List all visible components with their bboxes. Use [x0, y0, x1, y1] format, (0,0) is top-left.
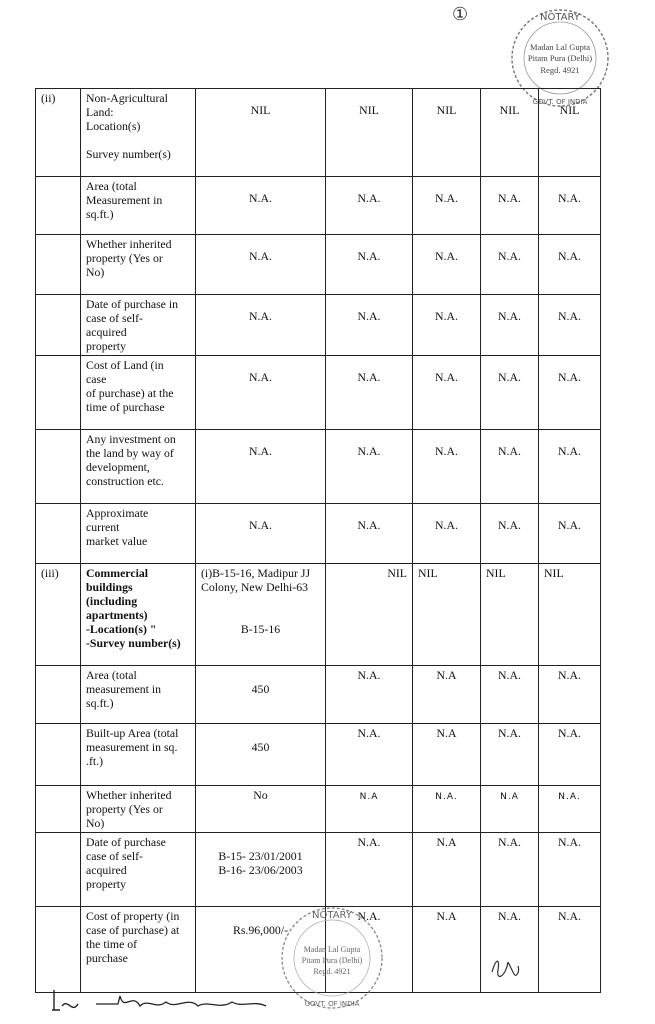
table-row: [36, 356, 601, 430]
stamp-line-3: Regd. 4921: [313, 967, 351, 976]
value-text: N.A.: [435, 518, 458, 532]
label-line: No): [86, 816, 105, 830]
value-text: N.A.: [357, 835, 381, 849]
value-text: N.A.: [558, 370, 581, 384]
label-line: Measurement in: [86, 193, 163, 207]
value-cell: [539, 177, 601, 235]
item-label-cell: [81, 295, 196, 356]
label-line: sq.ft.): [86, 207, 114, 221]
label-line: Date of purchase in: [86, 297, 179, 311]
label-line: purchase: [86, 951, 128, 965]
stamp-arc-bottom: GOVT. OF INDIA: [304, 1000, 360, 1008]
label-line: case: [86, 372, 107, 386]
item-label-cell: [81, 504, 196, 564]
value-text: NIL: [387, 566, 407, 580]
stamp-arc-bottom: GOVT. OF INDIA: [532, 98, 588, 106]
value-text: N.A.: [558, 909, 581, 923]
label-line: Any investment on: [86, 432, 176, 446]
value-text: N.A.: [357, 726, 381, 740]
value-text: N.A.: [498, 518, 521, 532]
value-cell: [196, 295, 326, 356]
value-cell: [196, 356, 326, 430]
value-text: NIL: [499, 103, 520, 117]
item-label-cell: [81, 907, 196, 993]
label-line: construction etc.: [86, 474, 164, 488]
label-line: Cost of Land (in: [86, 358, 164, 372]
value-text: N.A.: [357, 444, 381, 458]
serial-number-cell: [36, 786, 81, 833]
value-cell: [413, 724, 481, 786]
label-line: Location(s): [86, 119, 141, 133]
page-number-mark: ①: [452, 4, 469, 24]
serial-number-cell: [36, 295, 81, 356]
value-cell: [413, 504, 481, 564]
label-line: Built-up Area (total: [86, 726, 179, 740]
serial-number-cell: [36, 907, 81, 993]
value-text: N.A.: [249, 309, 272, 323]
value-text: NIL: [559, 103, 580, 117]
value-cell: [413, 430, 481, 504]
serial-number-cell: [36, 430, 81, 504]
label-line: case of self-: [86, 849, 143, 863]
label-line: current: [86, 520, 120, 534]
value-cell: [326, 356, 413, 430]
value-cell: [539, 833, 601, 907]
stamp-line-3: Regd. 4921: [540, 65, 580, 75]
value-cell: [413, 833, 481, 907]
value-text: N.A.: [558, 726, 581, 740]
value-text: NIL: [486, 566, 506, 580]
value-text: N.A.: [357, 518, 381, 532]
value-cell: [539, 504, 601, 564]
item-label-cell: [81, 786, 196, 833]
value-text: N.A.: [357, 191, 381, 205]
value-cell: [481, 666, 539, 724]
value-text: N.A.: [357, 370, 381, 384]
property-details-table: [35, 88, 601, 993]
label-line: Whether inherited: [86, 788, 172, 802]
value-text: N.A.: [249, 444, 272, 458]
value-cell: [326, 504, 413, 564]
label-line: Land:: [86, 105, 114, 119]
value-text: NIL: [359, 103, 379, 117]
table-row: [36, 724, 601, 786]
value-cell: [326, 786, 413, 833]
value-cell: [326, 89, 413, 177]
value-text: N.A.: [357, 309, 381, 323]
value-text: N.A.: [357, 249, 381, 263]
value-cell: [481, 295, 539, 356]
value-text: N.A.: [558, 309, 581, 323]
value-cell: [196, 89, 326, 177]
label-line: case of purchase) at: [86, 923, 180, 937]
serial-number-cell: (iii): [36, 564, 81, 666]
label-line: the land by way of: [86, 446, 174, 460]
value-text: N.A.: [435, 444, 458, 458]
value-cell: [413, 564, 481, 666]
value-cell: [326, 724, 413, 786]
label-line: property (Yes or: [86, 802, 163, 816]
notary-stamp-bottom: [276, 902, 388, 1014]
label-line: Non-Agricultural: [86, 91, 168, 105]
label-line: acquired: [86, 325, 127, 339]
value-cell: [539, 666, 601, 724]
value-cell: [539, 907, 601, 993]
table-row: [36, 89, 601, 177]
stamp-arc-top: NOTARY: [540, 12, 580, 23]
item-label-cell: [81, 833, 196, 907]
value-text: N.A.: [498, 909, 521, 923]
label-line: [86, 133, 190, 147]
value-text: N.A.: [558, 792, 581, 802]
value-text: NIL: [544, 566, 564, 580]
serial-number-cell: [36, 666, 81, 724]
value-cell: [413, 295, 481, 356]
value-text: N.A.: [558, 191, 581, 205]
value-text: N.A.: [498, 835, 521, 849]
value-text: N.A.: [498, 191, 521, 205]
label-line: measurement in sq.: [86, 740, 178, 754]
value-cell: [539, 430, 601, 504]
value-text: N.A.: [498, 370, 521, 384]
value-cell: [539, 786, 601, 833]
serial-number-cell: [36, 356, 81, 430]
item-label-cell: [81, 724, 196, 786]
value-cell: [413, 907, 481, 993]
value-text: N.A: [500, 792, 519, 802]
table-row: [36, 504, 601, 564]
label-line: acquired: [86, 863, 127, 877]
label-line: -Survey number(s): [86, 636, 181, 650]
stamp-line-1: Madan Lal Gupta: [530, 42, 590, 52]
value-text: N.A.: [498, 444, 521, 458]
value-cell: [196, 786, 326, 833]
value-text: N.A: [436, 726, 457, 740]
value-cell: [196, 666, 326, 724]
value-cell: [481, 177, 539, 235]
value-cell: [481, 833, 539, 907]
value-text: N.A.: [249, 518, 272, 532]
value-text: N.A.: [498, 668, 521, 682]
value-cell: [539, 356, 601, 430]
serial-number-cell: [36, 177, 81, 235]
value-cell: [539, 295, 601, 356]
table-row: [36, 295, 601, 356]
value-text: N.A.: [357, 909, 381, 923]
value-cell: [326, 666, 413, 724]
table-row: [36, 564, 601, 666]
value-cell: [413, 235, 481, 295]
label-line: .ft.): [86, 754, 104, 768]
value-text: N.A.: [498, 726, 521, 740]
value-cell: [326, 177, 413, 235]
value-cell: [196, 564, 326, 666]
value-text: N.A.: [435, 309, 458, 323]
label-line: the time of: [86, 937, 138, 951]
value-cell: [413, 177, 481, 235]
value-text: (i)B-15-16, Madipur JJ Colony, New Delhi-63: [201, 566, 311, 594]
item-label-cell: [81, 356, 196, 430]
value-text: N.A.: [435, 249, 458, 263]
serial-number-cell: [36, 833, 81, 907]
label-line: property: [86, 339, 126, 353]
item-label-cell: [81, 177, 196, 235]
handwritten-initials: [488, 952, 524, 980]
label-line: property (Yes or: [86, 251, 163, 265]
value-cell: [481, 356, 539, 430]
item-label-cell: [81, 235, 196, 295]
value-text: N.A.: [558, 835, 581, 849]
value-cell: [413, 666, 481, 724]
handwritten-signature: [48, 984, 278, 1018]
stamp-line-1: Madan Lal Gupta: [303, 945, 361, 954]
stamp-line-2: Pitam Pura (Delhi): [527, 53, 593, 63]
value-text: N.A.: [558, 518, 581, 532]
value-cell: [539, 89, 601, 177]
value-text: N.A.: [435, 191, 458, 205]
table-row: [36, 430, 601, 504]
item-label-cell: [81, 430, 196, 504]
table-row: [36, 786, 601, 833]
label-line: Commercial: [86, 566, 149, 580]
item-label-cell: [81, 89, 196, 177]
label-line: development,: [86, 460, 150, 474]
table-row: [36, 833, 601, 907]
value-text: N.A.: [558, 444, 581, 458]
value-cell: [413, 786, 481, 833]
label-line: Approximate: [86, 506, 149, 520]
value-text: N.A.: [558, 668, 581, 682]
value-text: N.A.: [249, 249, 272, 263]
label-line: market value: [86, 534, 148, 548]
value-cell: [196, 833, 326, 907]
label-line: Whether inherited: [86, 237, 172, 251]
value-cell: [326, 295, 413, 356]
value-cell: [196, 235, 326, 295]
table-row: [36, 666, 601, 724]
value-text: N.A.: [558, 249, 581, 263]
value-text: No: [253, 788, 268, 802]
label-line: apartments): [86, 608, 148, 622]
stamp-line-2: Pitam Pura (Delhi): [301, 956, 363, 965]
value-cell: [413, 356, 481, 430]
value-cell: [326, 833, 413, 907]
value-cell: [481, 235, 539, 295]
value-text: N.A: [359, 792, 379, 802]
serial-number-cell: [36, 504, 81, 564]
value-extra-text: B-15-16: [240, 622, 281, 636]
label-line: No): [86, 265, 105, 279]
label-line: case of self-: [86, 311, 143, 325]
value-text: N.A.: [249, 191, 272, 205]
value-cell: [196, 177, 326, 235]
value-extra-text: B-16- 23/06/2003: [218, 863, 303, 877]
label-line: Area (total: [86, 668, 137, 682]
value-text: B-15- 23/01/2001: [218, 849, 303, 863]
serial-number-cell: [36, 724, 81, 786]
label-line: buildings: [86, 580, 133, 594]
table-row: [36, 235, 601, 295]
label-line: Area (total: [86, 179, 137, 193]
table-row: [36, 177, 601, 235]
label-line: Survey number(s): [86, 147, 171, 161]
value-text: N.A.: [249, 370, 272, 384]
stamp-arc-top: NOTARY: [312, 910, 352, 921]
table-body: [36, 89, 601, 993]
value-cell: [539, 564, 601, 666]
value-text: N.A: [436, 668, 457, 682]
value-cell: [481, 89, 539, 177]
value-cell: [539, 235, 601, 295]
label-line: of purchase) at the: [86, 386, 174, 400]
value-cell: [481, 724, 539, 786]
label-line: (including: [86, 594, 138, 608]
item-label-cell: [81, 564, 196, 666]
value-cell: [326, 564, 413, 666]
value-text: 450: [251, 740, 270, 754]
value-text: N.A.: [435, 792, 458, 802]
value-cell: [481, 430, 539, 504]
value-text: N.A: [436, 909, 457, 923]
label-line: -Location(s) ": [86, 622, 157, 636]
value-text: N.A: [436, 835, 457, 849]
serial-number-cell: (ii): [36, 89, 81, 177]
value-text: NIL: [250, 103, 271, 117]
serial-number-cell: [36, 235, 81, 295]
label-line: Cost of property (in: [86, 909, 180, 923]
value-text: N.A.: [498, 309, 521, 323]
value-cell: [196, 504, 326, 564]
value-text: NIL: [418, 566, 438, 580]
value-text: N.A.: [498, 249, 521, 263]
value-cell: [481, 504, 539, 564]
value-cell: [413, 89, 481, 177]
label-line: sq.ft.): [86, 696, 114, 710]
label-line: property: [86, 877, 126, 891]
value-cell: [481, 564, 539, 666]
value-cell: [196, 724, 326, 786]
value-text: N.A.: [435, 370, 458, 384]
value-cell: [481, 786, 539, 833]
value-text: Rs.96,000/-: [232, 923, 289, 937]
value-cell: [326, 430, 413, 504]
value-text: NIL: [436, 103, 457, 117]
value-cell: [196, 430, 326, 504]
label-line: time of purchase: [86, 400, 165, 414]
value-text: 450: [251, 682, 270, 696]
item-label-cell: [81, 666, 196, 724]
label-line: measurement in: [86, 682, 162, 696]
value-text: N.A.: [357, 668, 381, 682]
value-cell: [326, 235, 413, 295]
label-line: Date of purchase: [86, 835, 166, 849]
value-cell: [539, 724, 601, 786]
